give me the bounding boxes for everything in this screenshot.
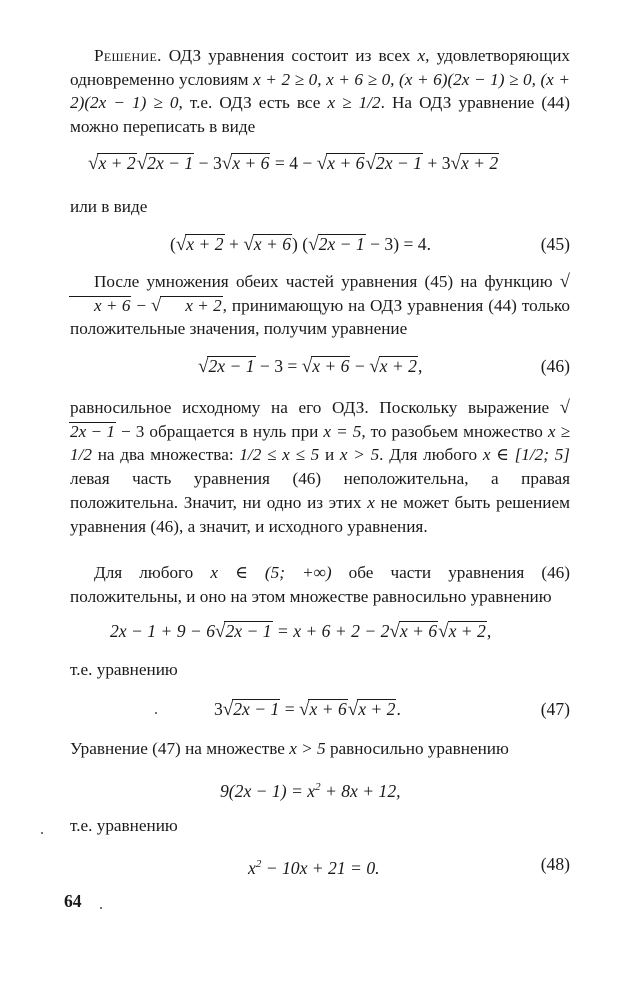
equation-squared: 2x − 1 + 9 − 6√2x − 1 = x + 6 + 2 − 2√x + 6√x + 2, — [110, 621, 492, 642]
equation-45: (√x + 2 + √x + 6) (√2x − 1 − 3) = 4. (45) — [70, 231, 570, 257]
text-that-is-equation-2: т.е. уравнению — [70, 816, 178, 835]
equation-number-45: (45) — [540, 234, 570, 254]
scan-speck — [41, 832, 43, 834]
equation-46: √2x − 1 − 3 = √x + 6 − √x + 2, (46) — [70, 353, 570, 379]
scan-speck — [155, 712, 157, 714]
page-number: 64 — [64, 891, 82, 911]
equation-rewritten: √x + 2√2x − 1 − 3√x + 6 = 4 − √x + 6√2x − 1 + 3√x + 2 — [88, 153, 499, 174]
equation-47: 3√2x − 1 = √x + 6√x + 2. (47) — [70, 696, 570, 722]
paragraph-equivalence: равносильное исходному на его ОДЗ. Поскольку выражение √2x − 1 − 3 обращается в нуль при x = 5, то разобьем множество x ≥ 1/2 на два множества: 1/2 ≤ x ≤ 5 и x > 5. Для любого x ∈ [1/2; 5] левая часть уравнения (46) неположительна, а правая положительна. Значит, ни одно из этих x не может быть решением уравнения (46), а значит, и исходного уравнения. — [70, 397, 571, 536]
equation-number-48: (48) — [540, 854, 570, 874]
text-that-is-equation: т.е. уравнению — [70, 660, 178, 679]
equation-number-47: (47) — [540, 699, 570, 719]
equation-expanded: $9(2x - 1) = x^2 + 8x + 12$, — [220, 780, 401, 801]
text-or-in-form: или в виде — [70, 197, 148, 216]
scan-speck — [100, 907, 102, 909]
paragraph-multiply: После умножения обеих частей уравнения (45) на функцию √x + 6 − √ x + 2, принимающую на ОДЗ уравнения (44) только положительные значения, получим уравнение — [70, 271, 570, 339]
equation-number-46: (46) — [540, 356, 570, 376]
solution-heading: Решение. — [94, 46, 162, 65]
equation-48: $x^2 - 10x + 21 = 0$. (48) — [70, 851, 570, 877]
solution-paragraph: Решение. ОДЗ уравнения состоит из всех x, удовлетворяющих одновременно условиям x + 2 ≥ 0, x + 6 ≥ 0, (x + 6)(2x − 1) ≥ 0, (x + 2)(2x − 1) ≥ 0, т.е. ОДЗ есть все x ≥ 1/2. На ОДЗ уравнение (44) можно переписать в виде — [70, 46, 570, 137]
paragraph-eq47-equivalent: Уравнение (47) на множестве x > 5 равносильно уравнению — [70, 739, 509, 758]
paragraph-positive: Для любого x ∈ (5; +∞) обе части уравнения (46) положительны, и оно на этом множестве равносильно уравнению — [70, 563, 570, 606]
